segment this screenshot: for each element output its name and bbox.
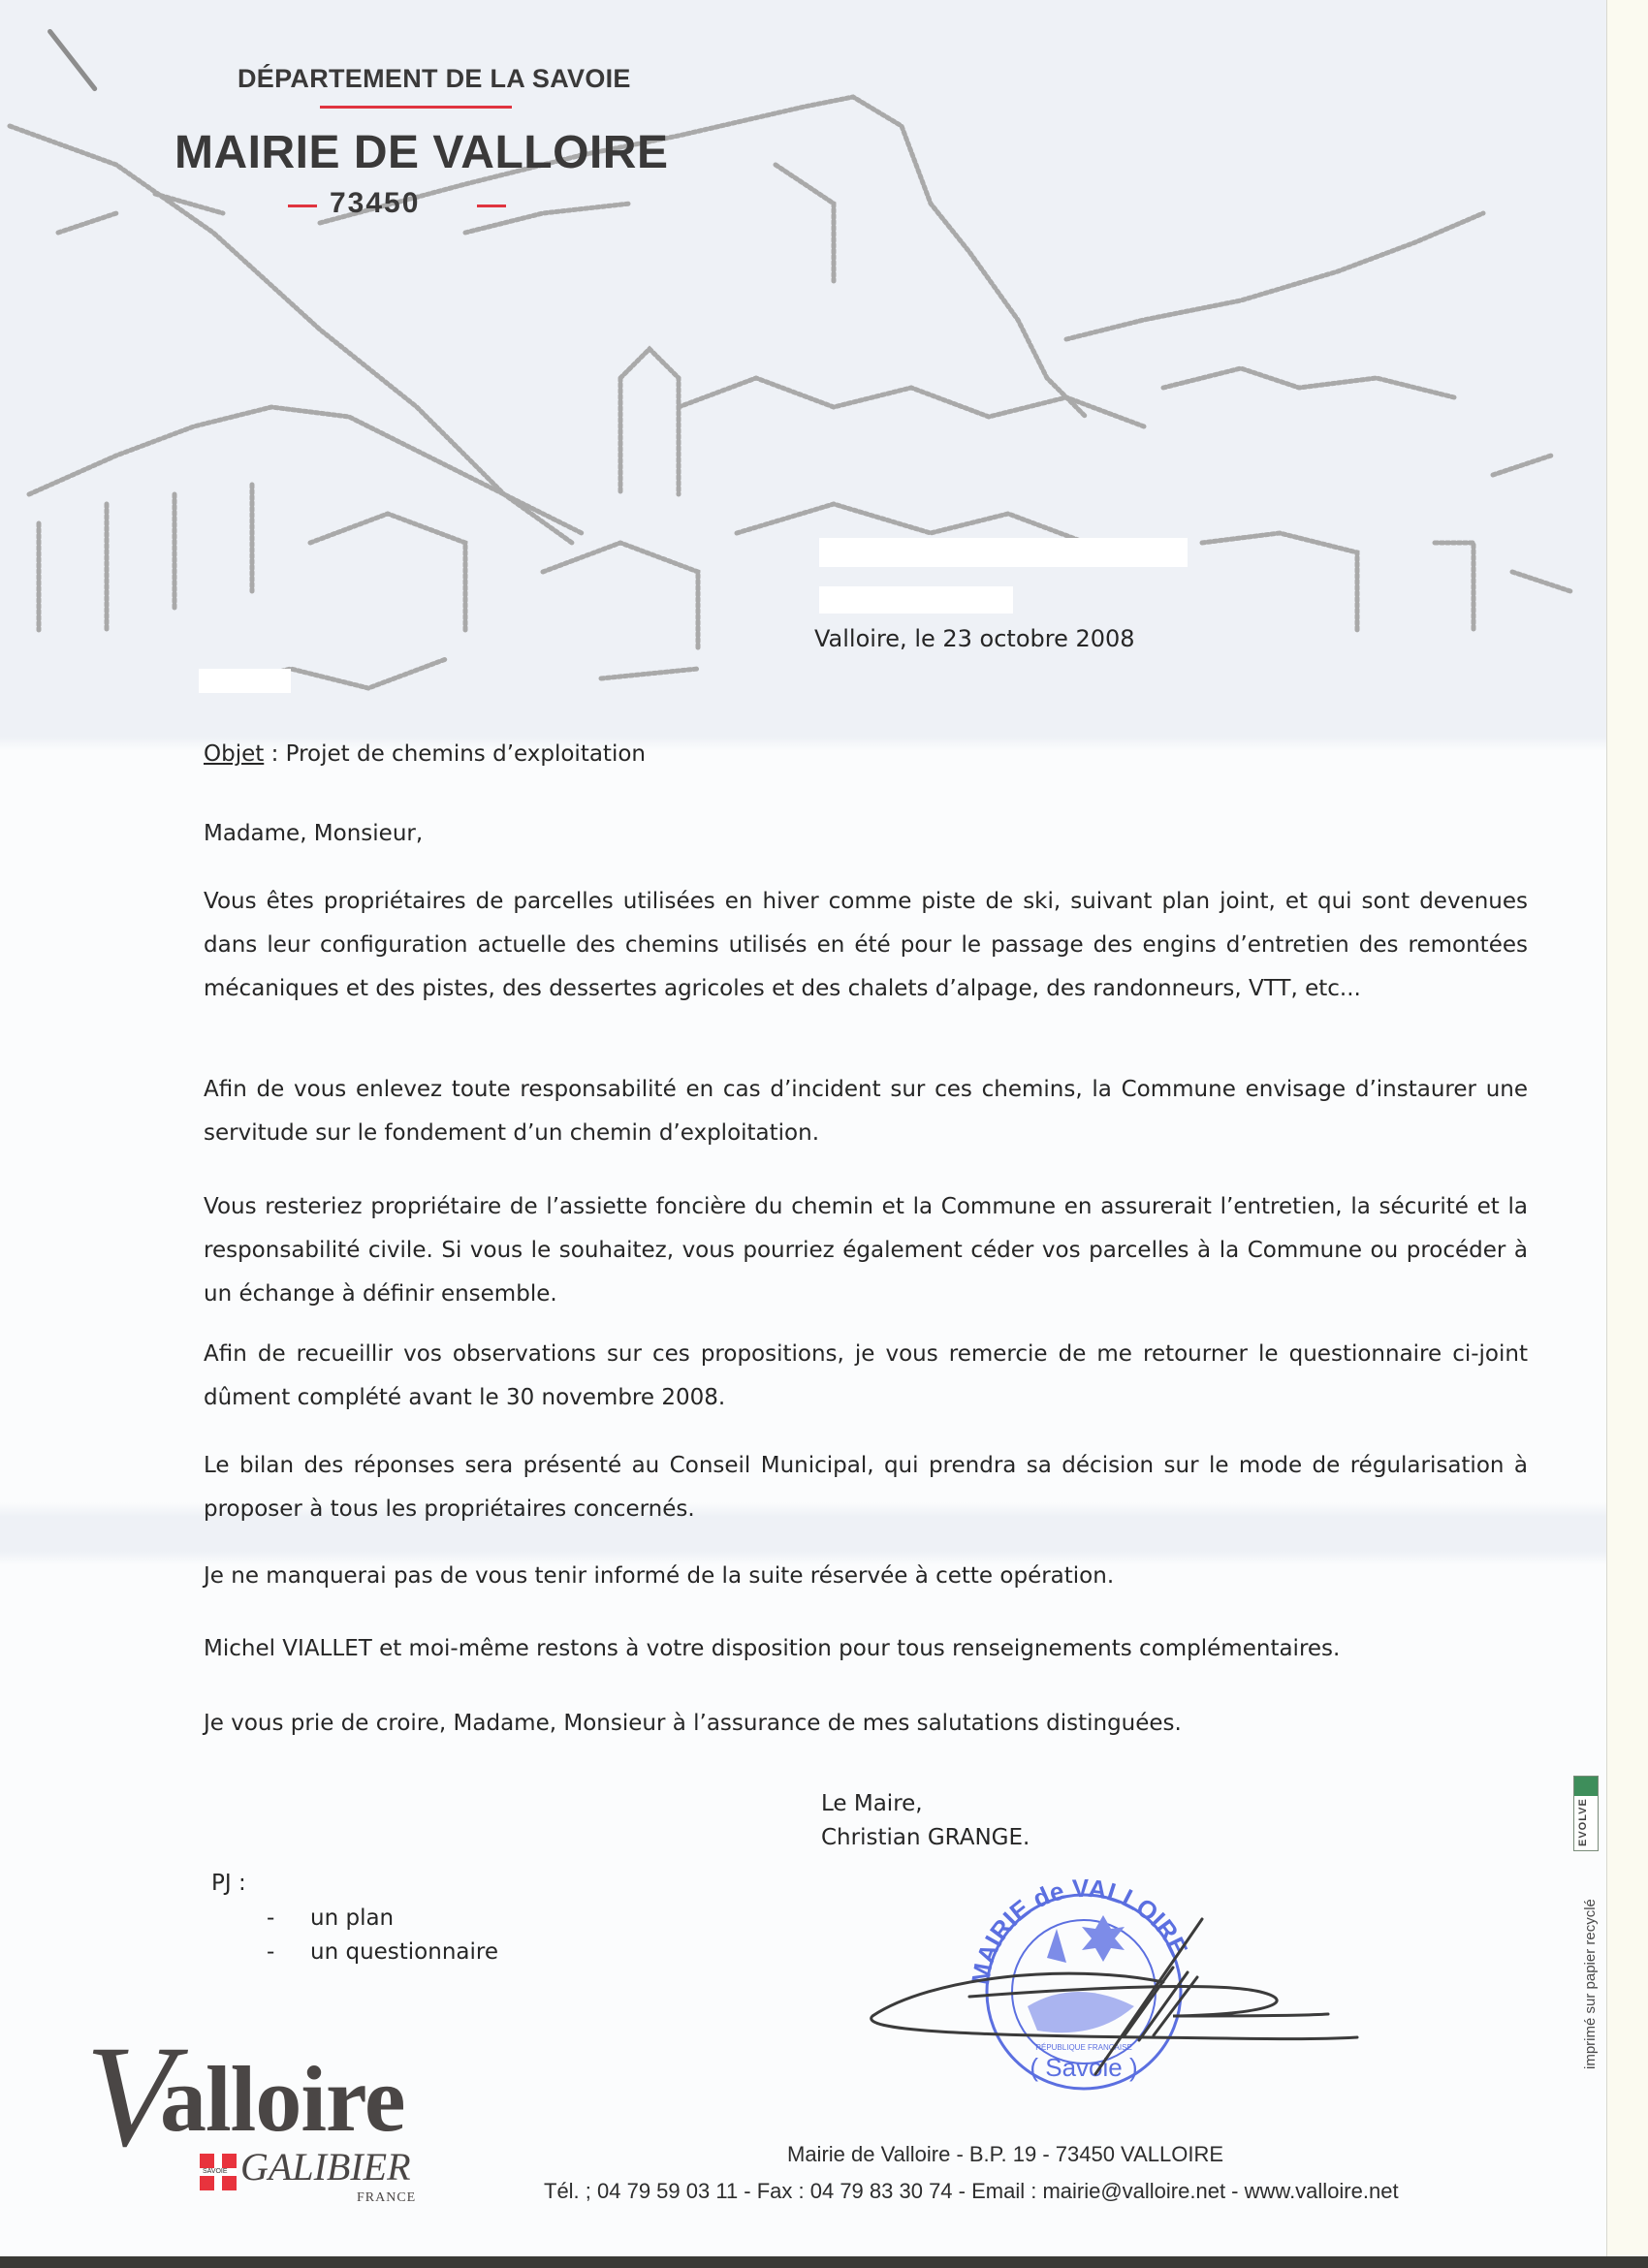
official-stamp-and-signature — [853, 1871, 1377, 2113]
paragraph: Je vous prie de croire, Madame, Monsieur à l’assurance de mes salutations distinguées. — [204, 1711, 1182, 1736]
paragraph: Afin de recueillir vos observations sur ces propositions, je vous remercie de me retourner le questionnaire ci-joint dûment complété avant le 30 novembre 2008. — [204, 1341, 1528, 1410]
subject-line — [204, 741, 646, 767]
department-heading: DÉPARTEMENT DE LA SAVOIE — [238, 64, 631, 93]
footer-address: Mairie de Valloire - B.P. 19 - 73450 VALLOIRE — [787, 2142, 1224, 2166]
postal-code: 73450 — [330, 187, 421, 219]
subject-text: : Projet de chemins d’exploitation — [264, 741, 646, 767]
attachment-item: - un plan — [267, 1906, 395, 1931]
red-dash-right — [477, 205, 506, 207]
attachment-text: un questionnaire — [310, 1939, 498, 1965]
red-dash-left — [288, 205, 317, 207]
logo-france: FRANCE — [357, 2190, 417, 2205]
paragraph: Vous êtes propriétaires de parcelles utilisées en hiver comme piste de ski, suivant plan joint, et qui sont devenues dans leur configuration actuelle des chemins utilisés en été pour le passage des engins d’entretien des remontées mécaniques et des pistes, des dessertes agricoles et des chalets d’alpage, des randonneurs, VTT, etc... — [204, 889, 1528, 1001]
attachments-label: PJ : — [211, 1871, 246, 1896]
redaction-block — [819, 586, 1013, 614]
signature-name: Christian GRANGE. — [821, 1825, 1030, 1850]
redaction-block — [199, 669, 291, 693]
logo-galibier: GALIBIER — [240, 2145, 411, 2189]
salutation: Madame, Monsieur, — [204, 821, 424, 846]
flag-label: SAVOIE — [203, 2168, 228, 2175]
logo-wordmark: alloire — [160, 2047, 405, 2151]
paragraph: Le bilan des réponses sera présenté au Conseil Municipal, qui prendra sa décision sur le mode de régularisation à proposer à tous les propriétaires concernés. — [204, 1453, 1528, 1522]
mairie-heading: MAIRIE DE VALLOIRE — [174, 127, 669, 178]
date-line: Valloire, le 23 octobre 2008 — [814, 625, 1135, 652]
mountain-village-sketch — [0, 87, 1606, 746]
paragraph: Michel VIALLET et moi-même restons à votre disposition pour tous renseignements complémentaires. — [204, 1636, 1341, 1661]
redaction-block — [819, 538, 1188, 567]
scan-edge — [0, 2256, 1648, 2268]
paragraph: Afin de vous enlevez toute responsabilité en cas d’incident sur ces chemins, la Commune envisage d’instaurer une servitude sur le fondement d’un chemin d’exploitation. — [204, 1077, 1528, 1146]
footer-contact: Tél. ; 04 79 59 03 11 - Fax : 04 79 83 30 74 - Email : mairie@valloire.net - www.valloire.net — [544, 2179, 1399, 2203]
red-divider — [320, 106, 512, 109]
evolve-label: EVOLVE — [1577, 1798, 1589, 1846]
recycled-paper-note: imprimé sur papier recyclé — [1582, 1899, 1599, 2069]
svg-text:MAIRIE de VALLOIRE: MAIRIE de VALLOIRE — [965, 1873, 1194, 1987]
paragraph: Je ne manquerai pas de vous tenir informé de la suite réservée à cette opération. — [204, 1563, 1115, 1589]
attachment-text: un plan — [310, 1906, 395, 1931]
paragraph: Vous resteriez propriétaire de l’assiette foncière du chemin et la Commune en assurerait l’entretien, la sécurité et la responsabilité civile. Si vous le souhaitez, vous pourriez également céder vos parcelles à la Commune ou procéder à un échange à définir ensemble. — [204, 1194, 1528, 1307]
attachment-item: - un questionnaire — [267, 1939, 498, 1965]
subject-label: Objet — [204, 741, 265, 767]
staple-mark — [47, 28, 98, 92]
svg-text:( Savoie ): ( Savoie ) — [1030, 2053, 1138, 2082]
logo-letter-v: V — [85, 2016, 174, 2177]
evolve-paper-logo — [1573, 1776, 1599, 1851]
savoie-flag-icon — [200, 2154, 237, 2190]
svg-text:RÉPUBLIQUE FRANÇAISE: RÉPUBLIQUE FRANÇAISE — [1035, 2043, 1132, 2052]
signature-title: Le Maire, — [821, 1791, 923, 1816]
